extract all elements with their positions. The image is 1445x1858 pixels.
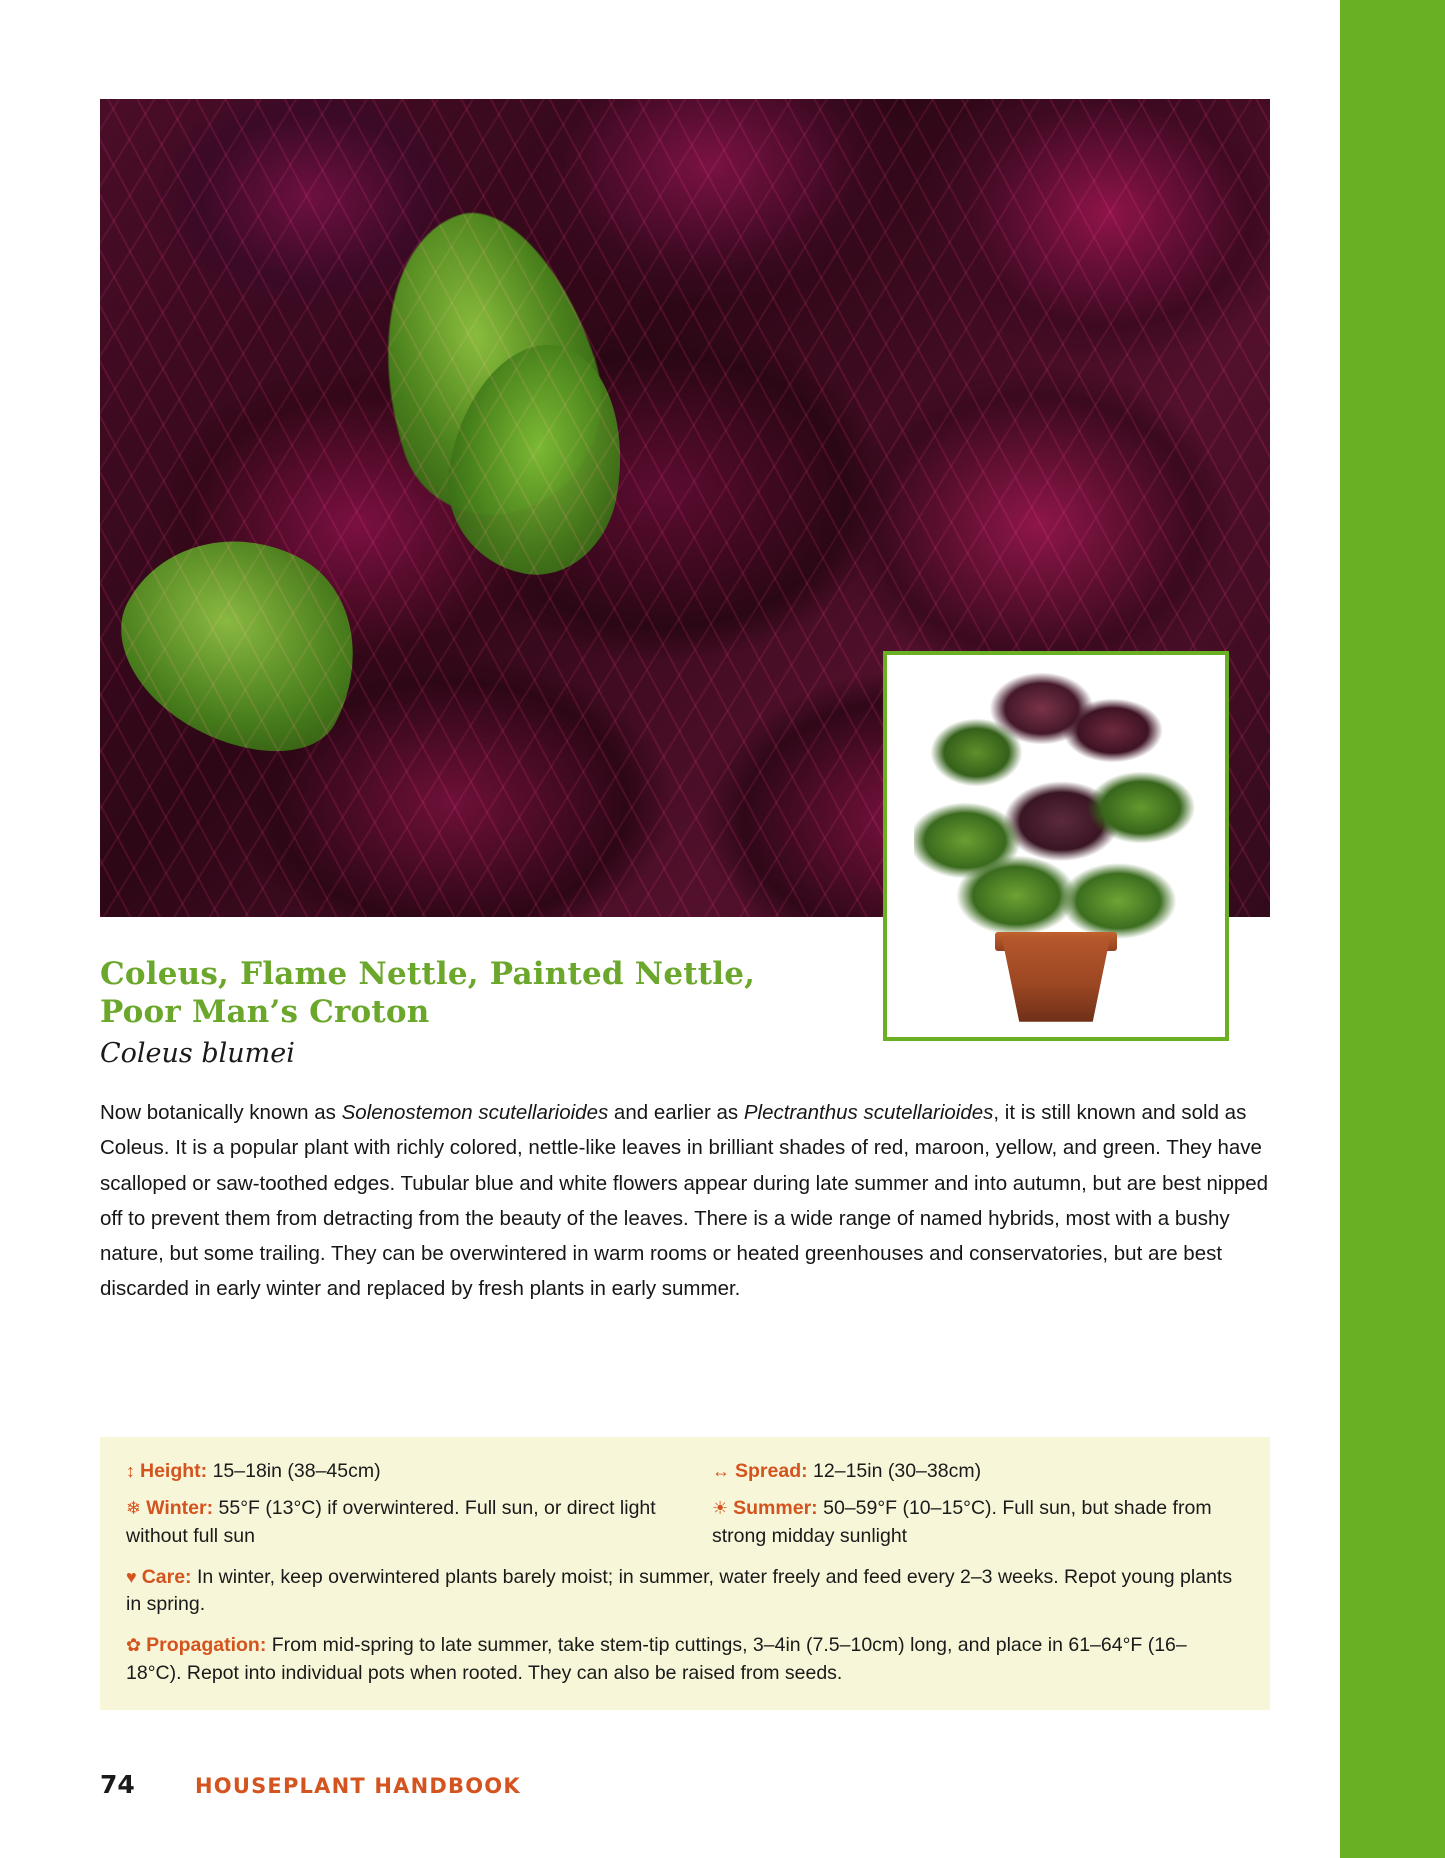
- fact-summer-label: Summer:: [733, 1497, 818, 1520]
- fact-height-label: Height:: [140, 1460, 208, 1482]
- fact-spread-label: Spread:: [735, 1460, 808, 1482]
- fact-height-text: [126, 1458, 664, 1485]
- description-part-2: and earlier as: [608, 1101, 744, 1124]
- inset-photo: [883, 651, 1229, 1041]
- page-number: 74: [100, 1770, 135, 1799]
- fact-winter: [100, 1490, 686, 1555]
- fact-care-label: Care:: [141, 1565, 192, 1588]
- flower-icon: ✿: [126, 1635, 142, 1656]
- description-paragraph: [100, 1095, 1272, 1307]
- plant-foliage: [914, 670, 1198, 945]
- page-margin-white: [1270, 0, 1340, 1858]
- spread-arrow-icon: ↔: [712, 1461, 730, 1481]
- fact-winter-value: 55°F (13°C) if overwintered. Full sun, or direct light without full sun: [126, 1497, 656, 1547]
- fact-summer-text: [712, 1495, 1250, 1550]
- fact-summer-value: 50–59°F (10–15°C). Full sun, but shade from strong midday sunlight: [712, 1497, 1212, 1547]
- inset-photo-content: [887, 655, 1225, 1037]
- fact-propagation-text: [126, 1632, 1238, 1687]
- fact-propagation-label: Propagation:: [146, 1634, 267, 1657]
- fact-height-value: 15–18in (38–45cm): [212, 1460, 381, 1482]
- botanical-name-current: Solenostemon scutellarioides: [341, 1101, 609, 1124]
- botanical-name-former: Plectranthus scutellarioides: [743, 1101, 994, 1124]
- fact-spread-text: [712, 1458, 1250, 1485]
- sun-icon: ☀: [712, 1498, 729, 1519]
- page-footer: [100, 1770, 521, 1799]
- fact-care-value: In winter, keep overwintered plants barely moist; in summer, water freely and feed every 2–3 weeks. Repot young plants in spring.: [126, 1565, 1233, 1616]
- fact-winter-label: Winter:: [146, 1497, 214, 1520]
- fact-spread-value: 12–15in (30–38cm): [813, 1460, 982, 1482]
- fact-care-text: [126, 1564, 1238, 1619]
- care-facts-panel: [100, 1437, 1272, 1710]
- pot: [1002, 938, 1110, 1022]
- facts-row-size: [100, 1453, 1272, 1490]
- description-part-3: , it is still known and sold as Coleus. It is a popular plant with richly colored, nettle-like leaves in brilliant shades of red, maroon, yellow, and green. They have scalloped or saw-toothed edges. Tubular blue and white flowers appear during late summer and into autumn, but are best nipped off to prevent them from detracting from the beauty of the leaves. There is a wide range of named hybrids, most with a bushy nature, but some trailing. They can be overwintered in warm rooms or heated greenhouses and conservatories, but are best discarded in early winter and replaced by fresh plants in early summer.: [100, 1101, 1269, 1301]
- page-title: [100, 955, 890, 1032]
- facts-row-season: [100, 1490, 1272, 1555]
- running-head: HOUSEPLANT HANDBOOK: [195, 1774, 521, 1798]
- fact-spread: [686, 1453, 1272, 1490]
- title-block: [100, 955, 890, 1069]
- description-part-1: Now botanically known as: [100, 1101, 342, 1124]
- latin-name: Coleus blumei: [100, 1037, 295, 1069]
- common-name-line-1: Coleus, Flame Nettle, Painted Nettle,: [100, 956, 756, 992]
- fact-propagation-value: From mid-spring to late summer, take stem-tip cuttings, 3–4in (7.5–10cm) long, and place in 61–64°F (16–18°C). Repot into individual pots when rooted. They can also be raised from seeds.: [126, 1634, 1187, 1684]
- snowflake-icon: ❄: [126, 1498, 142, 1519]
- fact-propagation: [100, 1623, 1272, 1692]
- heart-icon: ♥: [126, 1566, 137, 1587]
- fact-winter-text: [126, 1495, 664, 1550]
- height-arrow-icon: ↕: [126, 1461, 135, 1481]
- fact-summer: [686, 1490, 1272, 1555]
- fact-height: [100, 1453, 686, 1490]
- fact-care: [100, 1555, 1272, 1624]
- edge-color-band: [1340, 0, 1445, 1858]
- common-name-line-2: Poor Man’s Croton: [100, 994, 430, 1031]
